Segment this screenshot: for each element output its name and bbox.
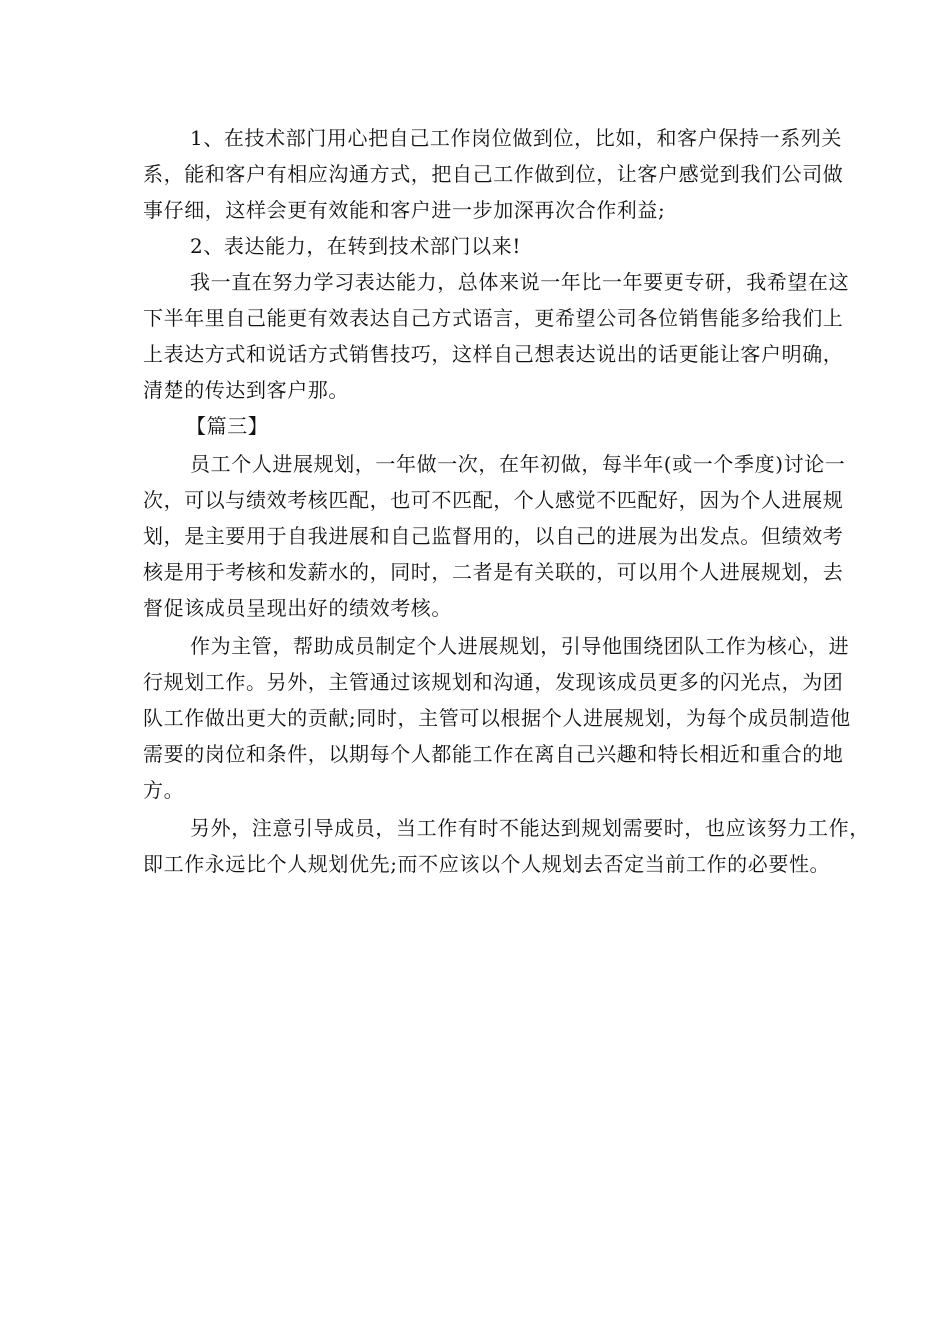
text-line: 方。 xyxy=(143,778,185,802)
text-line: 员工个人进展规划，一年做一次，在年初做，每半年(或一个季度)讨论一 xyxy=(190,452,846,476)
text-line: 划，是主要用于自我进展和自己监督用的，以自己的进展为出发点。但绩效考 xyxy=(143,524,844,548)
text-line: 事仔细，这样会更有效能和客户进一步加深再次合作利益; xyxy=(143,198,666,222)
text-line: 督促该成员呈现出好的绩效考核。 xyxy=(143,596,452,620)
text-line: 核是用于考核和发薪水的，同时，二者是有关联的，可以用个人进展规划，去 xyxy=(143,560,844,584)
text-line: 队工作做出更大的贡献;同时，主管可以根据个人进展规划，为每个成员制造他 xyxy=(143,706,851,730)
text-line: 即工作永远比个人规划优先;而不应该以个人规划去否定当前工作的必要性。 xyxy=(143,852,831,876)
text-line: 下半年里自己能更有效表达自己方式语言，更希望公司各位销售能多给我们上 xyxy=(143,306,844,330)
text-line: 作为主管，帮助成员制定个人进展规划，引导他围绕团队工作为核心，进 xyxy=(190,634,850,658)
text-line: 次，可以与绩效考核匹配，也可不匹配，个人感觉不匹配好，因为个人进展规 xyxy=(143,488,844,512)
section-heading: 【篇三】 xyxy=(186,414,269,438)
text-line: 上表达方式和说话方式销售技巧，这样自己想表达说出的话更能让客户明确， xyxy=(143,342,844,366)
text-line: 另外，注意引导成员，当工作有时不能达到规划需要时，也应该努力工作， xyxy=(190,816,870,840)
text-line: 我一直在努力学习表达能力，总体来说一年比一年要更专研，我希望在这 xyxy=(190,270,850,294)
text-line: 2、表达能力，在转到技术部门以来! xyxy=(190,234,521,258)
text-line: 系，能和客户有相应沟通方式，把自己工作做到位，让客户感觉到我们公司做 xyxy=(143,162,844,186)
text-line: 清楚的传达到客户那。 xyxy=(143,378,349,402)
text-line: 需要的岗位和条件，以期每个人都能工作在离自己兴趣和特长相近和重合的地 xyxy=(143,742,844,766)
text-line: 行规划工作。另外，主管通过该规划和沟通，发现该成员更多的闪光点，为团 xyxy=(143,670,844,694)
text-line: 1、在技术部门用心把自己工作岗位做到位，比如，和客户保持一系列关 xyxy=(190,126,842,150)
